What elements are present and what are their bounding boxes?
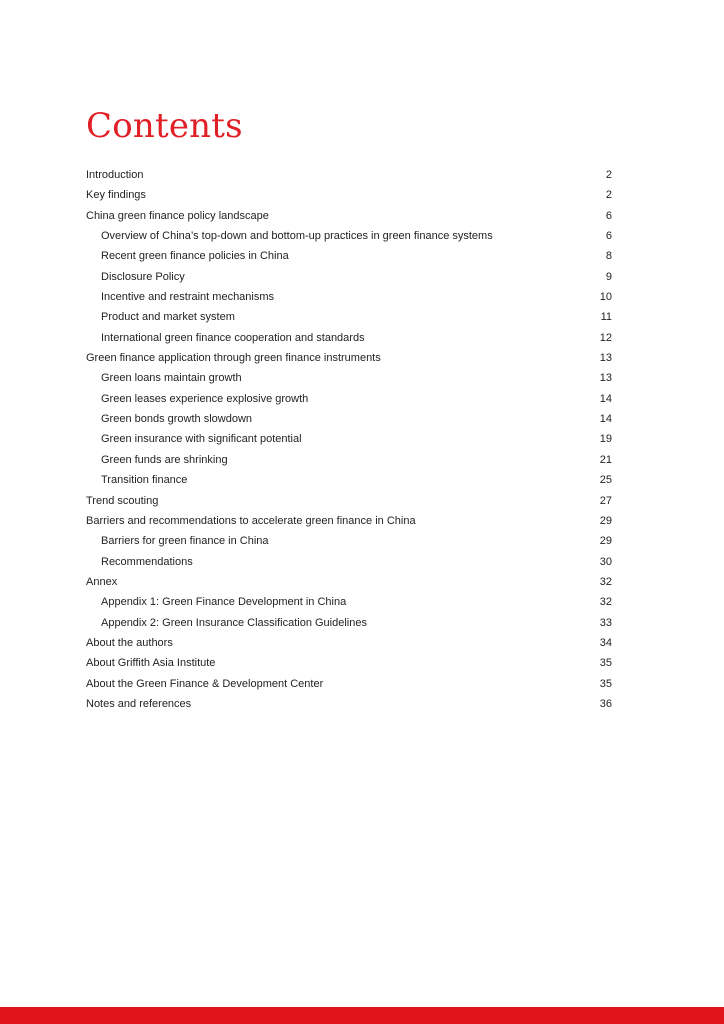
- toc-subentry[interactable]: [86, 450, 612, 470]
- toc-entry-page-number: 36: [599, 697, 612, 710]
- toc-entry-label: Recent green finance policies in China: [101, 250, 289, 263]
- toc-entry[interactable]: [86, 348, 612, 368]
- toc-subentry[interactable]: [86, 531, 612, 551]
- toc-subentry[interactable]: [86, 287, 612, 307]
- toc-entry-page-number: 12: [599, 331, 612, 344]
- toc-subentry[interactable]: [86, 267, 612, 287]
- toc-entry-page-number: 35: [599, 657, 612, 670]
- toc-entry-page-number: 29: [599, 514, 612, 527]
- toc-entry-page-number: 29: [599, 535, 612, 548]
- toc-entry-label: Green insurance with significant potential: [101, 433, 302, 446]
- footer-bar: [0, 1007, 724, 1024]
- toc-entry-label: Appendix 2: Green Insurance Classification Guidelines: [101, 616, 367, 629]
- toc-subentry[interactable]: [86, 409, 612, 429]
- toc-entry[interactable]: [86, 165, 612, 185]
- toc-entry[interactable]: [86, 572, 612, 592]
- toc-entry-label: Barriers and recommendations to accelerate green finance in China: [86, 514, 416, 527]
- toc-entry-page-number: 9: [605, 270, 612, 283]
- toc-subentry[interactable]: [86, 470, 612, 490]
- toc-entry-label: Disclosure Policy: [101, 270, 185, 283]
- toc-subentry[interactable]: [86, 368, 612, 388]
- toc-entry-label: Green finance application through green finance instruments: [86, 352, 381, 365]
- toc-entry-page-number: 33: [599, 616, 612, 629]
- toc-subentry[interactable]: [86, 307, 612, 327]
- toc-entry-page-number: 27: [599, 494, 612, 507]
- toc-entry-page-number: 6: [605, 230, 612, 243]
- toc-entry-page-number: 35: [599, 677, 612, 690]
- toc-entry-page-number: 6: [605, 209, 612, 222]
- page-title: Contents: [86, 106, 243, 146]
- toc-entry-label: About the authors: [86, 636, 173, 649]
- toc-subentry[interactable]: [86, 389, 612, 409]
- toc-subentry[interactable]: [86, 429, 612, 449]
- toc-entry[interactable]: [86, 674, 612, 694]
- toc-entry-page-number: 14: [599, 392, 612, 405]
- toc-entry-label: Appendix 1: Green Finance Development in China: [101, 596, 347, 609]
- toc-entry-label: Notes and references: [86, 697, 192, 710]
- toc-subentry[interactable]: [86, 592, 612, 612]
- toc-entry-label: International green finance cooperation and standards: [101, 331, 365, 344]
- toc-entry[interactable]: [86, 653, 612, 673]
- toc-entry-page-number: 2: [605, 169, 612, 181]
- toc-entry-page-number: 10: [599, 291, 612, 304]
- toc-entry-label: Green funds are shrinking: [101, 453, 228, 466]
- toc-entry-label: About the Green Finance & Development Center: [86, 677, 324, 690]
- toc-entry-page-number: 32: [599, 596, 612, 609]
- toc-entry-label: Transition finance: [101, 474, 188, 487]
- toc-entry-page-number: 19: [599, 433, 612, 446]
- toc-subentry[interactable]: [86, 226, 612, 246]
- toc-entry-page-number: 2: [605, 189, 612, 202]
- toc-entry-page-number: 21: [599, 453, 612, 466]
- toc-entry[interactable]: [86, 491, 612, 511]
- toc-entry-label: Green bonds growth slowdown: [101, 413, 253, 426]
- toc-subentry[interactable]: [86, 246, 612, 266]
- toc-entry-label: Barriers for green finance in China: [101, 535, 269, 548]
- toc-entry-label: Overview of China’s top-down and bottom-up practices in green finance systems: [101, 230, 493, 243]
- toc-subentry[interactable]: [86, 613, 612, 633]
- toc-entry-page-number: 30: [599, 555, 612, 568]
- toc-entry[interactable]: [86, 511, 612, 531]
- toc-subentry[interactable]: [86, 552, 612, 572]
- toc-entry[interactable]: [86, 206, 612, 226]
- toc-entry[interactable]: [86, 694, 612, 714]
- toc-entry-label: Product and market system: [101, 311, 235, 324]
- toc-subentry[interactable]: [86, 328, 612, 348]
- table-of-contents: [86, 165, 612, 714]
- toc-entry-label: China green finance policy landscape: [86, 209, 269, 222]
- toc-entry-page-number: 34: [599, 636, 612, 649]
- toc-entry-label: Green leases experience explosive growth: [101, 392, 309, 405]
- toc-entry-label: Key findings: [86, 189, 146, 202]
- toc-entry[interactable]: [86, 185, 612, 205]
- toc-entry-label: Introduction: [86, 169, 144, 181]
- toc-entry-page-number: 32: [599, 575, 612, 588]
- toc-entry[interactable]: [86, 633, 612, 653]
- toc-entry-label: Trend scouting: [86, 494, 159, 507]
- toc-entry-page-number: 13: [599, 372, 612, 385]
- toc-entry-label: About Griffith Asia Institute: [86, 657, 216, 670]
- toc-entry-page-number: 11: [600, 311, 612, 324]
- toc-entry-label: Recommendations: [101, 555, 193, 568]
- toc-entry-page-number: 25: [599, 474, 612, 487]
- toc-entry-label: Incentive and restraint mechanisms: [101, 291, 275, 304]
- toc-entry-page-number: 14: [599, 413, 612, 426]
- toc-entry-page-number: 13: [599, 352, 612, 365]
- toc-entry-page-number: 8: [605, 250, 612, 263]
- toc-entry-label: Annex: [86, 575, 118, 588]
- toc-entry-label: Green loans maintain growth: [101, 372, 242, 385]
